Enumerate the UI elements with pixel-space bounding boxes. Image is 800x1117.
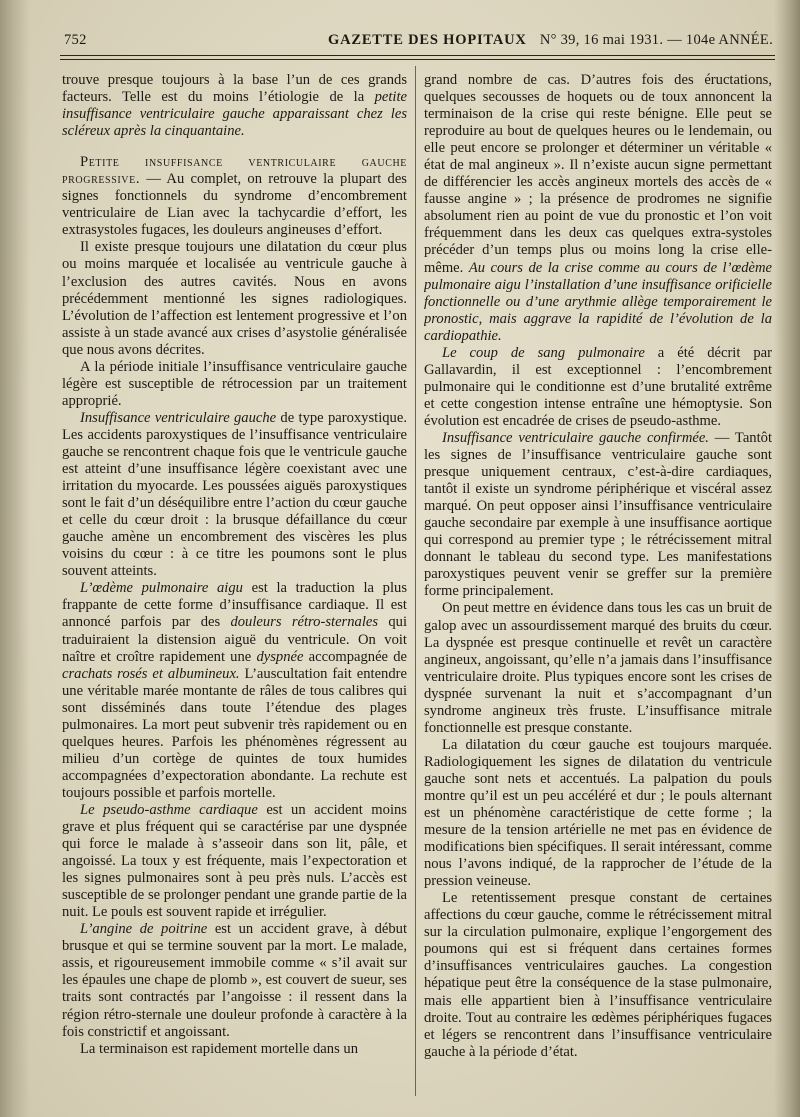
page-edge-left [0, 0, 30, 1117]
paragraph [62, 580, 407, 802]
emphasis-text: L’angine de poitrine [80, 921, 208, 938]
emphasis-text: douleurs rétro-sternales [230, 614, 379, 631]
paragraph: La terminaison est rapidement mortelle dans un [80, 1040, 359, 1057]
paragraph: Il existe presque toujours une dilatation du cœur plus ou moins marquée et localisée au ventricule gauche à l’exclusion des autres cavités. Nous en avons précédemment mentionné les signes radiologiques. L’évolution de l’affection est lentement progressive et l’on assiste à un stade avancé aux crises d’asystolie généralisée que nous avons décrites. [62, 239, 407, 358]
emphasis-text: dyspnée [256, 648, 304, 665]
paragraph: A la période initiale l’insuffisance ventriculaire gauche légère est susceptible de rétrocession par un traitement approprié. [62, 358, 407, 409]
paragraph-text: L’auscultation fait entendre une véritable marée montante de râles de tous calibres qui sont disséminés dans toute l’étendue des plages pulmonaires. La mort peut subvenir très rapidement ou en quelques heures. Parfois les phénomènes régressent au milieu d’un cortège de quintes de toux humides accompagnées d’expectoration abondante. La rechute est toujours possible et parfois mortelle. [62, 665, 407, 801]
paragraph [424, 72, 772, 345]
emphasis-text: Insuffisance ventriculaire gauche [80, 409, 277, 426]
paragraph-text: — Tantôt les signes de l’insuffisance ventriculaire gauche sont presque uniquement centraux, c’est-à-dire cardiaques, tantôt il existe un syndrome périphérique et viscéral assez marqué. On peut opposer ainsi l’insuffisance ventriculaire gauche secondaire par exemple à une insuffisance aortique qui correspond au premier type ; le rétrécissement mitral donnant le tableau du second type. Les manifestations paroxystiques peuvent venir se greffer sur la première forme principalement. [424, 429, 772, 600]
emphasis-text: Le coup de sang pulmonaire [442, 344, 645, 361]
right-column [424, 72, 772, 1102]
paragraph [424, 430, 772, 600]
emphasis-text: petite insuffisance ventriculaire gauche apparaissant chez les scléreux après la cinquantaine. [62, 89, 407, 140]
page-header [60, 30, 775, 52]
paragraph: La dilatation du cœur gauche est toujours marquée. Radiologiquement les signes de dilatation du ventricule gauche sont nets et accentués. La palpation du pouls montre qu’il est un peu accéléré et dur ; le pouls alternant est un phénomène caractéristique de cette forme ; la mesure de la tension artérielle ne met pas en évidence de modifications bien spécifiques. Il serait intéressant, comme nous l’avons indiqué, de la rapprocher de l’étude de la pression veineuse. [424, 736, 772, 890]
paragraph: On peut mettre en évidence dans tous les cas un bruit de galop avec un assourdissement marqué des bruits du cœur. La dyspnée est presque continuelle et revêt un caractère angineux, angoissant, qu’elle n’a jamais dans l’insuffisance ventriculaire droite. Plus typiques encore sont les crises de dyspnée survenant la nuit et s’accompagnant d’un syndrome angineux très fruste. L’insuffisance mitrale fonctionnelle est presque constante. [424, 600, 772, 736]
paragraph [424, 345, 772, 430]
emphasis-text: Au cours de la crise comme au cours de l’œdème pulmonaire aigu l’installation d’une insuffisance orificielle fonctionnelle ou d’une arythmie allège temporairement le pronostic, mais aggrave la rapidité de l’évolution de la cardiopathie. [424, 259, 772, 344]
paragraph: Le retentissement presque constant de certaines affections du cœur gauche, comme le rétrécissement mitral sur la circulation pulmonaire, explique l’engorgement des poumons qui est si fréquent dans certaines formes d’insuffisances ventriculaires gauches. La congestion hépatique peut être la conséquence de la stase pulmonaire, mais elle appartient bien à l’insuffisance ventriculaire droite. Tout au contraire les œdèmes périphériques fugaces et légers se rencontrent dans l’insuffisance ventriculaire gauche à la période d’état. [424, 890, 772, 1060]
issue-info: N° 39, 16 mai 1931. — 104e ANNÉE. [539, 32, 773, 48]
paragraph-text: est la traduction la plus frappante de cette forme d’insuffisance cardiaque. Il est annoncé parfois par des [62, 580, 407, 631]
header-rule-top [60, 55, 775, 56]
page-number: 752 [64, 32, 87, 48]
journal-title: GAZETTE DES HOPITAUX [328, 32, 527, 48]
paragraph-text: est un accident moins grave et plus fréquent qui se caractérise par une dyspnée qui force le malade à s’asseoir dans son lit, pâle, et angoissé. La toux y est fréquente, mais l’expectoration et les signes pulmonaires sont à peu près nuls. L’accès est susceptible de se prolonger pendant une grande partie de la nuit. Le pouls est souvent rapide et irrégulier. [62, 801, 407, 921]
paragraph [62, 921, 407, 1040]
paragraph [62, 154, 407, 239]
paragraph-text: de type paroxystique. Les accidents paroxystiques de l’insuffisance ventriculaire gauche se rencontrent chaque fois que le ventricule gauche est atteint d’une insuffisance légère coexistant avec une irritation du myocarde. Les poussées aiguës paroxystiques sont le fait d’un déséquilibre entre l’action du cœur gauche et celle du cœur droit : la brusque défaillance du cœur gauche amène un encombrement des viscères les plus voisins du cœur : à ce titre les poumons sont le plus souvent atteints. [62, 409, 407, 580]
paragraph-text: — Au complet, on retrouve la plupart des signes fonctionnels du syndrome d’encombrement ventriculaire de Lian avec la tachycardie d’effort, les extrasystoles fugaces, les douleurs angineuses d’effort. [62, 171, 407, 239]
paragraph [62, 410, 407, 580]
emphasis-text: L’œdème pulmonaire aigu [80, 580, 243, 597]
paragraph-text: accompagnée de [303, 648, 407, 665]
emphasis-text: Le pseudo-asthme cardiaque [80, 801, 258, 818]
column-divider [415, 66, 416, 1096]
paragraph-text: qui traduiraient la distension aiguë du ventricule. On voit naître et croître rapidement une [62, 614, 407, 665]
header-rule-bottom [60, 59, 775, 60]
paragraph [62, 72, 407, 140]
emphasis-text: Insuffisance ventriculaire gauche confirmée. [442, 429, 709, 446]
page-edge-right [774, 0, 800, 1117]
emphasis-text: crachats rosés et albumineux. [62, 665, 240, 682]
left-column [62, 72, 407, 1102]
paragraph-text: grand nombre de cas. D’autres fois des éructations, quelques secousses de hoquets ou de toux annoncent la terminaison de la crise qui reste bénigne. Elle peut se reproduire au bout de quelques heures ou le lendemain, ou elle peut encore se prolonger et déterminer un véritable « état de mal angineux ». Il n’existe aucun signe permettant de différencier les accès angineux mortels des accès de « fausse angine » ; la présence de prodromes ne signifie absolument rien au point de vue du pronostic et l’on voit fréquemment dans les deux cas quelques extra-systoles précéder d’un temps plus ou moins long la crise elle-même. [424, 72, 772, 276]
paragraph-text: a été décrit par Gallavardin, il est exceptionnel : l’encombrement pulmonaire qui le conditionne est d’une brutalité extrême et cette congestion intense entraîne une hémoptysie. Son évolution est encadrée de crises de pseudo-asthme. [424, 344, 772, 429]
paragraph [62, 802, 407, 921]
paragraph-text: est un accident grave, à début brusque et qui se termine souvent par la mort. Le malade, assis, et rigoureusement immobile comme « s’il avait sur les épaules une chape de plomb », est couvert de sueur, ses traits sont contractés par l’angoisse : il ressent dans la région rétro-sternale une douleur profonde à caractère à la fois constrictif et angoissant. [62, 921, 407, 1040]
section-heading: Petite insuffisance ventriculaire gauche progressive. [62, 154, 407, 188]
paragraph-text: trouve presque toujours à la base l’un de ces grands facteurs. Telle est du moins l’étiologie de la [62, 72, 407, 106]
